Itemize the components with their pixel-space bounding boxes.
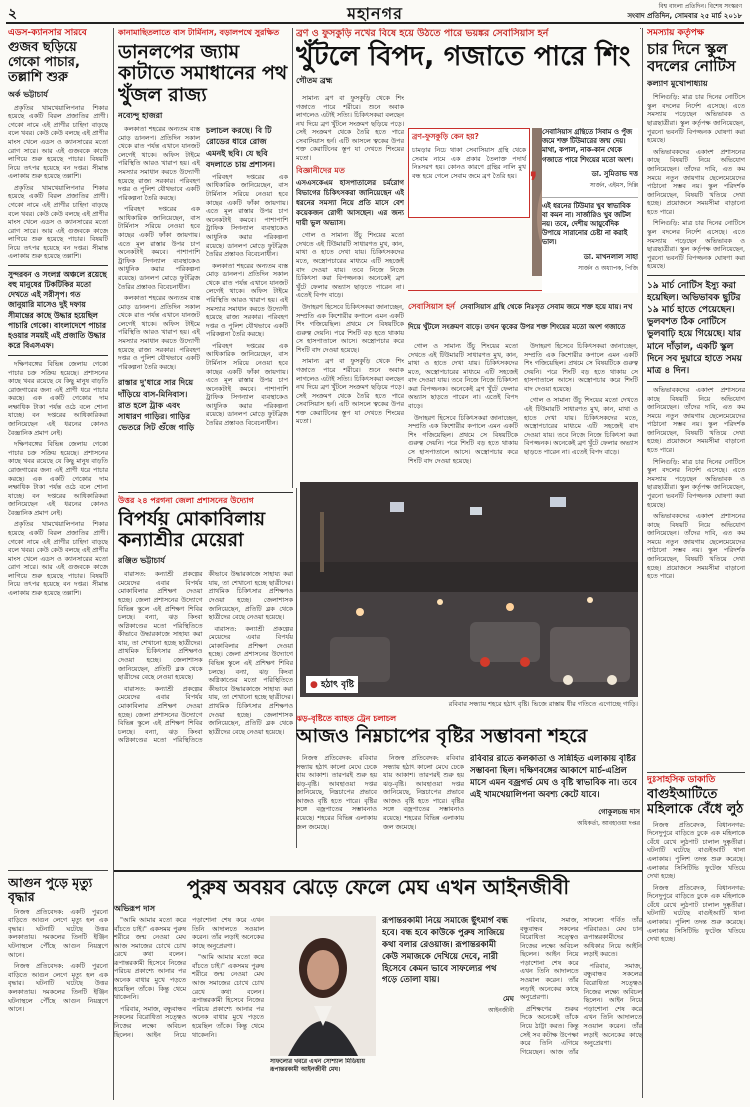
left-kicker: এডস-ক্যানসার সারবে xyxy=(8,28,87,38)
kanyashree-story xyxy=(118,492,293,872)
kanyashree-headline: বিপর্যয় মোকাবিলায় কন্যাশ্রীর মেয়েরা xyxy=(118,507,266,552)
horn-callout xyxy=(408,290,638,338)
horn-byline: গৌতম ব্রহ্ম xyxy=(296,76,333,86)
masthead xyxy=(0,0,750,22)
rain-kicker: ঝড়-বৃষ্টিতে ব্যাহত ট্রেন চলাচল xyxy=(296,714,397,723)
horn-info-box xyxy=(408,128,530,218)
dunlop-byline: নব্যেন্দু হাজরা xyxy=(118,111,163,121)
masthead-rule xyxy=(6,22,744,24)
left-body-2: দক্ষিণবঙ্গের বিভিন্ন জেলায় গেকো পাচার চক্র সক্রিয় হয়েছে। প্রশাসনের কাছে খবর রয়েছে যে কিছু মানুষ বাড়তি রোজগারের জন্য এই প্রাণী ধরে পাচার করছে। এক একটি গেকোর দাম লক্ষাধিক টাকা পর্যন্ত ওঠে বলে শোনা যাচ্ছে। বন দপ্তরের আধিকারিকরা জানিয়েছেন এই ধরনের কোনও বৈজ্ঞানিক প্রমাণ নেই। দক্ষিণবঙ্গের বিভিন্ন জেলায় গেকো পাচার চক্র সক্রিয় হয়েছে। প্রশাসনের কাছে খবর রয়েছে যে কিছু মানুষ বাড়তি রোজগারের জন্য এই প্রাণী ধরে পাচার করছে। এক একটি গেকোর দাম লক্ষাধিক টাকা পর্যন্ত ওঠে বলে শোনা যাচ্ছে। বন দপ্তরের আধিকারিকরা জানিয়েছেন এই ধরনের কোনও বৈজ্ঞানিক প্রমাণ নেই। প্রকৃতির খামখেয়ালিপনার শিকার হয়েছে একটি বিরল প্রজাতির প্রাণী। গেকো নামে এই প্রাণীর চাহিদা বাড়ছে বলে খবর। কেউ কেউ বলছে এই প্রাণীর মাংস খেলে এডস ও ক্যানসারের মতো রোগ সারে। আর এই গুজবকে কাজে লাগিয়ে শুরু হয়েছে পাচার। বিষয়টি নিয়ে তৎপর হয়েছে বন দপ্তর। সীমান্ত এলাকায় শুরু হয়েছে তল্লাশি। xyxy=(8,360,108,598)
bottom-photo xyxy=(270,916,376,1056)
right-story2-headline: বাগুইআটিতে মহিলাকে বেঁধে লুঠ xyxy=(647,786,744,817)
horn-body-col3: উদাহরণ হিসেবে চিকিৎসকরা জানাচ্ছেন, সম্প্রতি এক কিশোরীর কপালে এমন একটি শিং গজিয়েছিল। প্রথমে সে বিষয়টিকে গুরুত্ব দেয়নি। পরে শিংটি বড় হতে থাকায় সে হাসপাতালে আসে। অস্ত্রোপচার করে শিংটি বাদ দেওয়া হয়েছে। গোল ও সামান্য উঁচু শিংয়ের মতো দেখতে এই টিউমারটি সাধারণত মুখ, কান, মাথা ও হাতে দেখা যায়। চিকিৎসকদের মতে, অস্ত্রোপচারের মাধ্যমে এটি সহজেই বাদ দেওয়া যায়। তবে নিজে নিজে চিকিৎসা করা বিপজ্জনক। অনেকেই ব্রণ খুঁটে ফেলার অভ্যাস ছাড়তে পারেন না। এতেই বিপদ বাড়ে। xyxy=(524,342,638,456)
bottom-body-2: পরিবার, সমাজ, বন্ধুবান্ধব সকলের বিরোধিতা সত্ত্বেও নিজের লক্ষ্যে অবিচল ছিলেন। আইন নিয়ে পড়াশোনা শেষ করে এখন তিনি আদালতে সওয়াল করেন। তাঁর লড়াই অনেকের কাছে অনুপ্রেরণা। প্রশিক্ষণের শুরুর দিকে অনেকেই তাঁকে নিয়ে ঠাট্টা করত। কিন্তু সেই সব কটাক্ষ উপেক্ষা করে তিনি এগিয়ে গিয়েছেন। আজ তাঁর সাফল্যে গর্বিত তাঁর পরিবারও। মেঘ চান রূপান্তরকামীদের অধিকার নিয়ে আইনি লড়াই করতে। পরিবার, সমাজ, বন্ধুবান্ধব সকলের বিরোধিতা সত্ত্বেও নিজের লক্ষ্যে অবিচল ছিলেন। আইন নিয়ে পড়াশোনা শেষ করে এখন তিনি আদালতে সওয়াল করেন। তাঁর লড়াই অনেকের কাছে অনুপ্রেরণা। xyxy=(520,916,642,1056)
dateline: সংবাদ প্রতিদিন, সোমবার ২৫ মার্চ ২০১৮ xyxy=(627,12,742,20)
dunlop-story xyxy=(118,28,288,458)
divider-right xyxy=(642,28,643,1098)
bottom-body-1: "আমি আমার মতো করে বাঁচতে চাই।" একসময় পুরুষ শরীরে জন্ম নেওয়া মেঘ আজ সমাজের চোখে চোখ রেখে কথা বলেন। রূপান্তরকামী হিসেবে নিজের পরিচয় প্রকাশ্যে আনার পর অনেক বাধার মুখে পড়তে হয়েছিল তাঁকে। কিন্তু থেমে থাকেননি। পরিবার, সমাজ, বন্ধুবান্ধব সকলের বিরোধিতা সত্ত্বেও নিজের লক্ষ্যে অবিচল ছিলেন। আইন নিয়ে পড়াশোনা শেষ করে এখন তিনি আদালতে সওয়াল করেন। তাঁর লড়াই অনেকের কাছে অনুপ্রেরণা। "আমি আমার মতো করে বাঁচতে চাই।" একসময় পুরুষ শরীরে জন্ম নেওয়া মেঘ আজ সমাজের চোখে চোখ রেখে কথা বলেন। রূপান্তরকামী হিসেবে নিজের পরিচয় প্রকাশ্যে আনার পর অনেক বাধার মুখে পড়তে হয়েছিল তাঁকে। কিন্তু থেমে থাকেননি। xyxy=(114,916,264,1039)
left-pullquote: সুন্দরবন ও সংলগ্ন অঞ্চলে রয়েছে বহু মানুষের টিকটিকির মতো দেখতে এই সরীসৃপ। গত জানুয়ারি মাসেও দুই দফায় সীমান্তের কাছে উদ্ধার হয়েছিল পাচারি গেকো। বাংলাদেশে পাচার হওয়ার সময়ই এই প্রজাতি উদ্ধার করে বিএসএফ। xyxy=(8,265,108,356)
horn-quote-2-title: সার্জন ও অধ্যাপক, পিজি xyxy=(578,264,638,272)
horn-headline: খুঁটলে বিপদ, গজাতে পারে শিং xyxy=(296,41,631,73)
page-number: ২ xyxy=(8,6,18,22)
horn-body-col2: গোল ও সামান্য উঁচু শিংয়ের মতো দেখতে এই টিউমারটি সাধারণত মুখ, কান, মাথা ও হাতে দেখা যায়। চিকিৎসকদের মতে, অস্ত্রোপচারের মাধ্যমে এটি সহজেই বাদ দেওয়া যায়। তবে নিজে নিজে চিকিৎসা করা বিপজ্জনক। অনেকেই ব্রণ খুঁটে ফেলার অভ্যাস ছাড়তে পারেন না। এতেই বিপদ বাড়ে। উদাহরণ হিসেবে চিকিৎসকরা জানাচ্ছেন, সম্প্রতি এক কিশোরীর কপালে এমন একটি শিং গজিয়েছিল। প্রথমে সে বিষয়টিকে গুরুত্ব দেয়নি। পরে শিংটি বড় হতে থাকায় সে হাসপাতালে আসে। অস্ত্রোপচার করে শিংটি বাদ দেওয়া হয়েছে। xyxy=(408,342,518,465)
rain-headline: আজও নিম্নচাপের বৃষ্টির সম্ভাবনা শহরে xyxy=(296,724,588,747)
bullet-icon: ● xyxy=(310,680,318,690)
right-headline: চার দিনে স্কুল বদলের নোটিস xyxy=(647,39,736,76)
bottom-quote-text: রূপান্তরকামী নিয়ে সমাজে ছুঁৎমার্গ বন্ধ হবে। বন্ধ হবে কাউকে পুরুষ সাজিয়ে কথা বলার রেওয়াজ। রূপান্তরকামী কেউ সমাজকে দেখিয়ে দেবে, নারী হিসেবে কেমন ভাবে সাফল্যের পথ গড়ে তোলা যায়। xyxy=(382,916,509,986)
horn-callout-body: সেবাসিয়াস গ্রন্থি থেকে নিঃসৃত সেবাম জমে শক্ত হয়ে যায়। নখ দিয়ে খুঁটলে সংক্রমণ বাড়ে। তখন ত্বকের উপর শক্ত শিংয়ের মতো অংশ গজাতে xyxy=(408,303,633,331)
horn-quote-2-name: ডা. মাখনলাল সাহা xyxy=(583,252,638,261)
bottom-quote-name: মেঘ xyxy=(502,995,514,1004)
rain-quote-name: গোকুলচন্দ্র দাস xyxy=(598,807,640,816)
right-story2-kicker: দুঃসাহসিক ডাকাতি xyxy=(647,775,716,785)
horn-subhead: বিজ্ঞানীদের মত xyxy=(296,165,345,175)
divider-feature xyxy=(640,28,641,29)
left-headline: গুজব ছড়িয়ে গেকো পাচার, তল্লাশি শুরু xyxy=(8,39,80,85)
left-story2-body: নিজস্ব প্রতিবেদক: একটি পুরনো বাড়িতে আগুন লেগে মৃত্যু হল এক বৃদ্ধার। ঘটনাটি ঘটেছে উত্তর কলকাতায়। দমকলের তিনটি ইঞ্জিন ঘটনাস্থলে পৌঁছে আগুন নিয়ন্ত্রণে আনে। নিজস্ব প্রতিবেদক: একটি পুরনো বাড়িতে আগুন লেগে মৃত্যু হল এক বৃদ্ধার। ঘটনাটি ঘটেছে উত্তর কলকাতায়। দমকলের তিনটি ইঞ্জিন ঘটনাস্থলে পৌঁছে আগুন নিয়ন্ত্রণে আনে। xyxy=(8,907,108,1014)
right-byline: কল্যাণ মুখোপাধ্যায় xyxy=(647,79,708,89)
rain-quote-title: অধিকর্তা, আবহাওয়া দপ্তর xyxy=(577,819,640,827)
left-story-2 xyxy=(8,870,108,1100)
left-body-1: প্রকৃতির খামখেয়ালিপনার শিকার হয়েছে একটি বিরল প্রজাতির প্রাণী। গেকো নামে এই প্রাণীর চাহিদা বাড়ছে বলে খবর। কেউ কেউ বলছে এই প্রাণীর মাংস খেলে এডস ও ক্যানসারের মতো রোগ সারে। আর এই গুজবকে কাজে লাগিয়ে শুরু হয়েছে পাচার। বিষয়টি নিয়ে তৎপর হয়েছে বন দপ্তর। সীমান্ত এলাকায় শুরু হয়েছে তল্লাশি। প্রকৃতির খামখেয়ালিপনার শিকার হয়েছে একটি বিরল প্রজাতির প্রাণী। গেকো নামে এই প্রাণীর চাহিদা বাড়ছে বলে খবর। কেউ কেউ বলছে এই প্রাণীর মাংস খেলে এডস ও ক্যানসারের মতো রোগ সারে। আর এই গুজবকে কাজে লাগিয়ে শুরু হয়েছে পাচার। বিষয়টি নিয়ে তৎপর হয়েছে বন দপ্তর। সীমান্ত এলাকায় শুরু হয়েছে তল্লাশি। xyxy=(8,103,108,261)
dateline-top: বিশ্ব বাংলা প্রতিদিন। বিশেষ সংস্করণ xyxy=(658,3,742,10)
rain-photo-label: ● হঠাৎ বৃষ্টি xyxy=(306,676,358,693)
rain-photo xyxy=(300,482,638,697)
lawyer-portrait xyxy=(270,916,376,1056)
rain-quote-text: রবিবার রাতে কলকাতা ও সন্নিহিত এলাকায় বৃষ্টির সম্ভাবনা ছিল। দক্ষিণবঙ্গের আকাশে মার্চ-এপ্রিল মাসে এমন বজ্রগর্ভ মেঘ ও বৃষ্টি স্বাভাবিক না। তবে এই খামখেয়ালিপনা অবশ্য কেটে যাবে। xyxy=(470,754,637,800)
horn-quote-1-name: ডা. সুমিতাভ দত্ত xyxy=(591,169,638,178)
right-quote: ১৯ মার্চ নোটিস ইস্যু করা হয়েছিল। অভিভাবক ছুটির ১৯ মার্চ হাতে পেয়েছেন। ভুলবশত ঠিক নোটিসে ভুলবাঢ়ি হয়ে গিয়েছে। যার মানে দাঁড়াল, একটি স্কুল দিনে সব দুয়ারে হাতে সময় মাত্র ৪ দিন। xyxy=(647,275,745,382)
bottom-byline: অভিরূপ দাস xyxy=(114,904,156,913)
left-byline: অর্ক ভট্টাচার্য xyxy=(8,89,48,99)
horn-quote-1: সেবাসিয়াস গ্রন্থিতে সিবাম ও পুঁজ জমে শক্ত টিউমারের জন্ম দেয়। মাথা, কপাল, নাক-কান থেকে গজাতে পারে শিংয়ের মতো অংশ। xyxy=(542,128,634,164)
bottom-quote xyxy=(382,916,514,1100)
horn-box-body: চামড়ার নিচে থাকা সেবাসিয়াস গ্রন্থি থেকে সেবাম নামে এক প্রকার তৈলাক্ত পদার্থ নিঃসরণ হয়। কোনও কারণে গ্রন্থির নালি মুখ বন্ধ হয়ে গেলে সেবাম জমে ব্রণ তৈরি হয়। xyxy=(412,146,526,180)
right-column xyxy=(647,28,745,768)
quote-icon: ❜ xyxy=(530,170,538,190)
dunlop-kicker: কানামাছিতলাতে বাস টার্মিনাস, বড়ালপথে সুরক্ষিত xyxy=(118,28,280,37)
dunlop-headline: ডানলপের জ্যাম কাটাতে সমাধানের পথ খুঁজল রাজ্য xyxy=(118,40,288,107)
right-story2-rule xyxy=(647,772,745,773)
horn-kicker: ব্রণ ও ফুসকুড়ি নখের বিষে হয়ে উঠতে পারে ভয়ঙ্কর সেবাসিয়াস হর্ন xyxy=(296,28,549,39)
horn-quote-marks xyxy=(530,170,542,190)
bottom-rule xyxy=(114,870,642,872)
left-story2-headline: আগুন পুড়ে মৃত্যু বৃদ্ধার xyxy=(8,875,93,905)
right-body-1: শিলিগুড়ি: মাত্র চার দিনের নোটিসে স্কুল বদলের নির্দেশ এসেছে। এতে সমস্যায় পড়েছেন অভিভাবক ও ছাত্রছাত্রীরা। স্কুল কর্তৃপক্ষ জানিয়েছেন, পুরনো ভবনটি বিপজ্জনক ঘোষণা করা হয়েছে। অভিভাবকদের একাংশ প্রশাসনের কাছে বিষয়টি নিয়ে অভিযোগ জানিয়েছেন। তাঁদের দাবি, এত কম সময়ে নতুন জায়গায় ছেলেমেয়েদের পাঠানো সম্ভব নয়। স্কুল পরিদর্শক জানিয়েছেন, বিষয়টি খতিয়ে দেখা হচ্ছে। প্রয়োজনে সময়সীমা বাড়ানো হতে পারে। শিলিগুড়ি: মাত্র চার দিনের নোটিসে স্কুল বদলের নির্দেশ এসেছে। এতে সমস্যায় পড়েছেন অভিভাবক ও ছাত্রছাত্রীরা। স্কুল কর্তৃপক্ষ জানিয়েছেন, পুরনো ভবনটি বিপজ্জনক ঘোষণা করা হয়েছে। xyxy=(647,93,745,271)
rain-body: নিজস্ব প্রতিবেদক: রবিবার সন্ধ্যায় হঠাৎ কালো মেঘে ঢেকে যায় আকাশ। তারপরই শুরু হয় ঝড়-বৃষ্টি। আবহাওয়া দপ্তর জানিয়েছে, নিম্নচাপের প্রভাবে আজও বৃষ্টি হতে পারে। বৃষ্টির সঙ্গে বজ্রপাতের সম্ভাবনাও রয়েছে। শহরের বিভিন্ন এলাকায় জল জমেছে। নিজস্ব প্রতিবেদক: রবিবার সন্ধ্যায় হঠাৎ কালো মেঘে ঢেকে যায় আকাশ। তারপরই শুরু হয় ঝড়-বৃষ্টি। আবহাওয়া দপ্তর জানিয়েছে, নিম্নচাপের প্রভাবে আজও বৃষ্টি হতে পারে। বৃষ্টির সঙ্গে বজ্রপাতের সম্ভাবনাও রয়েছে। শহরের বিভিন্ন এলাকায় জল জমেছে। xyxy=(296,754,464,831)
rain-photo-image xyxy=(300,482,638,697)
kanyashree-byline: রঞ্জিত ভট্টাচার্য xyxy=(118,556,165,566)
horn-box-title: ব্রণ-ফুসকুড়ি কেন হয়? xyxy=(412,132,479,141)
divider-col2 xyxy=(292,28,293,488)
horn-quote-1-title: সার্জন, এইমস, দিল্লি xyxy=(589,181,638,189)
rain-quote xyxy=(470,754,640,864)
bottom-story xyxy=(114,874,642,1100)
rain-story xyxy=(296,714,640,864)
horn-callout-title: সেবাসিয়াস হর্ন xyxy=(408,302,455,311)
right-story2-body: নিজস্ব প্রতিবেদক, বিধাননগর: দিনেদুপুরে বাড়িতে ঢুকে এক মহিলাকে বেঁধে রেখে লুঠপাট চালাল দুষ্কৃতীরা। ঘটনাটি ঘটেছে বাগুইআটি থানা এলাকায়। পুলিশ তদন্ত শুরু করেছে। এলাকার সিসিটিভি ফুটেজ খতিয়ে দেখা হচ্ছে। নিজস্ব প্রতিবেদক, বিধাননগর: দিনেদুপুরে বাড়িতে ঢুকে এক মহিলাকে বেঁধে রেখে লুঠপাট চালাল দুষ্কৃতীরা। ঘটনাটি ঘটেছে বাগুইআটি থানা এলাকায়। পুলিশ তদন্ত শুরু করেছে। এলাকার সিসিটিভি ফুটেজ খতিয়ে দেখা হচ্ছে। xyxy=(647,820,745,944)
dunlop-body: কলকাতা শহরের অন্যতম ব্যস্ত মোড় ডানলপ। প্রতিদিন সকাল থেকে রাত পর্যন্ত এখানে যানজট লেগেই থাকে। অফিস টাইমে পরিস্থিতি আরও খারাপ হয়। এই সমস্যার সমাধান করতে উদ্যোগী হয়েছে রাজ্য সরকার। পরিবহণ দপ্তর ও পুলিশ যৌথভাবে একটি পরিকল্পনা তৈরি করছে। পরিবহণ দপ্তরের এক আধিকারিক জানিয়েছেন, বাস টার্মিনাস সরিয়ে নেওয়া হবে কাছের একটি ফাঁকা জায়গায়। এতে মূল রাস্তার উপর চাপ অনেকটাই কমবে। পাশাপাশি ট্রাফিক সিগন্যাল ব্যবস্থাকেও আধুনিক করার পরিকল্পনা রয়েছে। ডানলপ মোড়ে ফুটব্রিজ তৈরির প্রস্তাবও বিবেচনাধীন। কলকাতা শহরের অন্যতম ব্যস্ত মোড় ডানলপ। প্রতিদিন সকাল থেকে রাত পর্যন্ত এখানে যানজট লেগেই থাকে। অফিস টাইমে পরিস্থিতি আরও খারাপ হয়। এই সমস্যার সমাধান করতে উদ্যোগী হয়েছে রাজ্য সরকার। পরিবহণ দপ্তর ও পুলিশ যৌথভাবে একটি পরিকল্পনা তৈরি করছে। রাস্তার দু'ধারে সার দিয়ে দাঁড়িয়ে বাস-মিনিবাস। রাত হলে ট্রাক এবং সাধারণ গাড়ির। গাড়ির ভেতরে সিট গুঁজে গাড়ি চলাচল করছে। বি টি রোডের ধারে রোজ এমনই ছবি। যে ছবি বদলাতে চায় প্রশাসন। পরিবহণ দপ্তরের এক আধিকারিক জানিয়েছেন, বাস টার্মিনাস সরিয়ে নেওয়া হবে কাছের একটি ফাঁকা জায়গায়। এতে মূল রাস্তার উপর চাপ অনেকটাই কমবে। পাশাপাশি ট্রাফিক সিগন্যাল ব্যবস্থাকেও আধুনিক করার পরিকল্পনা রয়েছে। ডানলপ মোড়ে ফুটব্রিজ তৈরির প্রস্তাবও বিবেচনাধীন। কলকাতা শহরের অন্যতম ব্যস্ত মোড় ডানলপ। প্রতিদিন সকাল থেকে রাত পর্যন্ত এখানে যানজট লেগেই থাকে। অফিস টাইমে পরিস্থিতি আরও খারাপ হয়। এই সমস্যার সমাধান করতে উদ্যোগী হয়েছে রাজ্য সরকার। পরিবহণ দপ্তর ও পুলিশ যৌথভাবে একটি পরিকল্পনা তৈরি করছে। পরিবহণ দপ্তরের এক আধিকারিক জানিয়েছেন, বাস টার্মিনাস সরিয়ে নেওয়া হবে কাছের একটি ফাঁকা জায়গায়। এতে মূল রাস্তার উপর চাপ অনেকটাই কমবে। পাশাপাশি ট্রাফিক সিগন্যাল ব্যবস্থাকেও আধুনিক করার পরিকল্পনা রয়েছে। ডানলপ মোড়ে ফুটব্রিজ তৈরির প্রস্তাবও বিবেচনাধীন। xyxy=(118,125,288,433)
kanyashree-kicker: উত্তর ২৪ পরগনা জেলা প্রশাসনের উদ্যোগ xyxy=(118,492,293,506)
bottom-quote-title: আইনজীবী xyxy=(488,1007,514,1015)
right-body-2: অভিভাবকদের একাংশ প্রশাসনের কাছে বিষয়টি নিয়ে অভিযোগ জানিয়েছেন। তাঁদের দাবি, এত কম সময়ে নতুন জায়গায় ছেলেমেয়েদের পাঠানো সম্ভব নয়। স্কুল পরিদর্শক জানিয়েছেন, বিষয়টি খতিয়ে দেখা হচ্ছে। প্রয়োজনে সময়সীমা বাড়ানো হতে পারে। শিলিগুড়ি: মাত্র চার দিনের নোটিসে স্কুল বদলের নির্দেশ এসেছে। এতে সমস্যায় পড়েছেন অভিভাবক ও ছাত্রছাত্রীরা। স্কুল কর্তৃপক্ষ জানিয়েছেন, পুরনো ভবনটি বিপজ্জনক ঘোষণা করা হয়েছে। অভিভাবকদের একাংশ প্রশাসনের কাছে বিষয়টি নিয়ে অভিযোগ জানিয়েছেন। তাঁদের দাবি, এত কম সময়ে নতুন জায়গায় ছেলেমেয়েদের পাঠানো সম্ভব নয়। স্কুল পরিদর্শক জানিয়েছেন, বিষয়টি খতিয়ে দেখা হচ্ছে। প্রয়োজনে সময়সীমা বাড়ানো হতে পারে। xyxy=(647,385,745,581)
dunlop-quote: রাস্তার দু'ধারে সার দিয়ে দাঁড়িয়ে বাস-মিনিবাস। রাত হলে ট্রাক এবং সাধারণ গাড়ির। গাড়ির ভেতরে সিট গুঁজে গাড়ি চলাচল করছে। বি টি রোডের ধারে রোজ এমনই ছবি। যে ছবি বদলাতে চায় প্রশাসন। xyxy=(118,126,276,433)
rain-photo-caption: রবিবার সন্ধ্যায় শহরে হঠাৎ বৃষ্টি। ভিজে রাস্তায় ধীর গতিতে এগোচ্ছে গাড়ি। xyxy=(448,700,638,708)
horn-subbody: এসএসকেএম হাসপাতালের চর্মরোগ বিভাগের চিকিৎসকরা জানিয়েছেন এই ধরনের সমস্যা নিয়ে প্রতি মাসে বেশ কয়েকজন রোগী আসছেন। এর জন্য দায়ী ভুল অভ্যাস। xyxy=(296,179,404,227)
bottom-headline: পুরুষ অবয়ব ঝেড়ে ফেলে মেঘ এখন আইনজীবী xyxy=(186,875,570,899)
horn-quote-2: এই ধরনের টিউমার খুব স্বাভাবিক বা কমন না। সার্জারিও খুব জটিল নয়। তবে, দেশীয় আয়ুর্বেদিক উপায়ে সারানোর চেষ্টা না করাই ভাল। xyxy=(542,197,638,248)
horn-body-col1: সামান্য ব্রণ বা ফুসকুড়ি থেকে শিং গজাতে পারে শরীরে। শুনে অবাক লাগলেও এটাই সত্যি। চিকিৎসকরা বলছেন নখ দিয়ে ব্রণ খুঁটলে সংক্রমণ ছড়িয়ে পড়ে। সেই সংক্রমণ থেকে তৈরি হতে পারে সেবাসিয়াস হর্ন। এটি আসলে ত্বকের উপর শক্ত কেরাটিনের স্তূপ যা দেখতে শিংয়ের মতো। বিজ্ঞানীদের মত এসএসকেএম হাসপাতালের চর্মরোগ বিভাগের চিকিৎসকরা জানিয়েছেন এই ধরনের সমস্যা নিয়ে প্রতি মাসে বেশ কয়েকজন রোগী আসছেন। এর জন্য দায়ী ভুল অভ্যাস। গোল ও সামান্য উঁচু শিংয়ের মতো দেখতে এই টিউমারটি সাধারণত মুখ, কান, মাথা ও হাতে দেখা যায়। চিকিৎসকদের মতে, অস্ত্রোপচারের মাধ্যমে এটি সহজেই বাদ দেওয়া যায়। তবে নিজে নিজে চিকিৎসা করা বিপজ্জনক। অনেকেই ব্রণ খুঁটে ফেলার অভ্যাস ছাড়তে পারেন না। এতেই বিপদ বাড়ে। উদাহরণ হিসেবে চিকিৎসকরা জানাচ্ছেন, সম্প্রতি এক কিশোরীর কপালে এমন একটি শিং গজিয়েছিল। প্রথমে সে বিষয়টিকে গুরুত্ব দেয়নি। পরে শিংটি বড় হতে থাকায় সে হাসপাতালে আসে। অস্ত্রোপচার করে শিংটি বাদ দেওয়া হয়েছে। সামান্য ব্রণ বা ফুসকুড়ি থেকে শিং গজাতে পারে শরীরে। শুনে অবাক লাগলেও এটাই সত্যি। চিকিৎসকরা বলছেন নখ দিয়ে ব্রণ খুঁটলে সংক্রমণ ছড়িয়ে পড়ে। সেই সংক্রমণ থেকে তৈরি হতে পারে সেবাসিয়াস হর্ন। এটি আসলে ত্বকের উপর শক্ত কেরাটিনের স্তূপ যা দেখতে শিংয়ের মতো। xyxy=(296,94,404,426)
kanyashree-body: বারাসত: কন্যাশ্রী প্রকল্পের মেয়েদের এবার বিপর্যয় মোকাবিলার প্রশিক্ষণ দেওয়া হচ্ছে। জেলা প্রশাসনের উদ্যোগে বিভিন্ন স্কুলে এই প্রশিক্ষণ শিবির চলছে। বন্যা, ঝড় কিংবা অগ্নিকাণ্ডের মতো পরিস্থিতিতে কীভাবে উদ্ধারকাজে সাহায্য করা যায়, তা শেখানো হচ্ছে ছাত্রীদের। প্রাথমিক চিকিৎসার প্রশিক্ষণও দেওয়া হচ্ছে। জেলাশাসক জানিয়েছেন, প্রতিটি ব্লক থেকে ছাত্রীদের বেছে নেওয়া হয়েছে। বারাসত: কন্যাশ্রী প্রকল্পের মেয়েদের এবার বিপর্যয় মোকাবিলার প্রশিক্ষণ দেওয়া হচ্ছে। জেলা প্রশাসনের উদ্যোগে বিভিন্ন স্কুলে এই প্রশিক্ষণ শিবির চলছে। বন্যা, ঝড় কিংবা অগ্নিকাণ্ডের মতো পরিস্থিতিতে কীভাবে উদ্ধারকাজে সাহায্য করা যায়, তা শেখানো হচ্ছে ছাত্রীদের। প্রাথমিক চিকিৎসার প্রশিক্ষণও দেওয়া হচ্ছে। জেলাশাসক জানিয়েছেন, প্রতিটি ব্লক থেকে ছাত্রীদের বেছে নেওয়া হয়েছে। বারাসত: কন্যাশ্রী প্রকল্পের মেয়েদের এবার বিপর্যয় মোকাবিলার প্রশিক্ষণ দেওয়া হচ্ছে। জেলা প্রশাসনের উদ্যোগে বিভিন্ন স্কুলে এই প্রশিক্ষণ শিবির চলছে। বন্যা, ঝড় কিংবা অগ্নিকাণ্ডের মতো পরিস্থিতিতে কীভাবে উদ্ধারকাজে সাহায্য করা যায়, তা শেখানো হচ্ছে ছাত্রীদের। প্রাথমিক চিকিৎসার প্রশিক্ষণও দেওয়া হচ্ছে। জেলাশাসক জানিয়েছেন, প্রতিটি ব্লক থেকে ছাত্রীদের বেছে নেওয়া হয়েছে। xyxy=(118,570,293,745)
right-kicker: সমস্যায় কর্তৃপক্ষ xyxy=(647,28,704,38)
right-story-2 xyxy=(647,772,745,992)
left-story2-rule xyxy=(8,870,108,871)
horn-quote-panel xyxy=(542,128,638,293)
bottom-photo-caption: সাফল্যের খবরে এখন সোশ্যাল মিডিয়ায় রূপান্তরকামী আইনজীবী মেঘ। xyxy=(270,1058,366,1073)
section-title: মহানগর xyxy=(347,4,403,22)
